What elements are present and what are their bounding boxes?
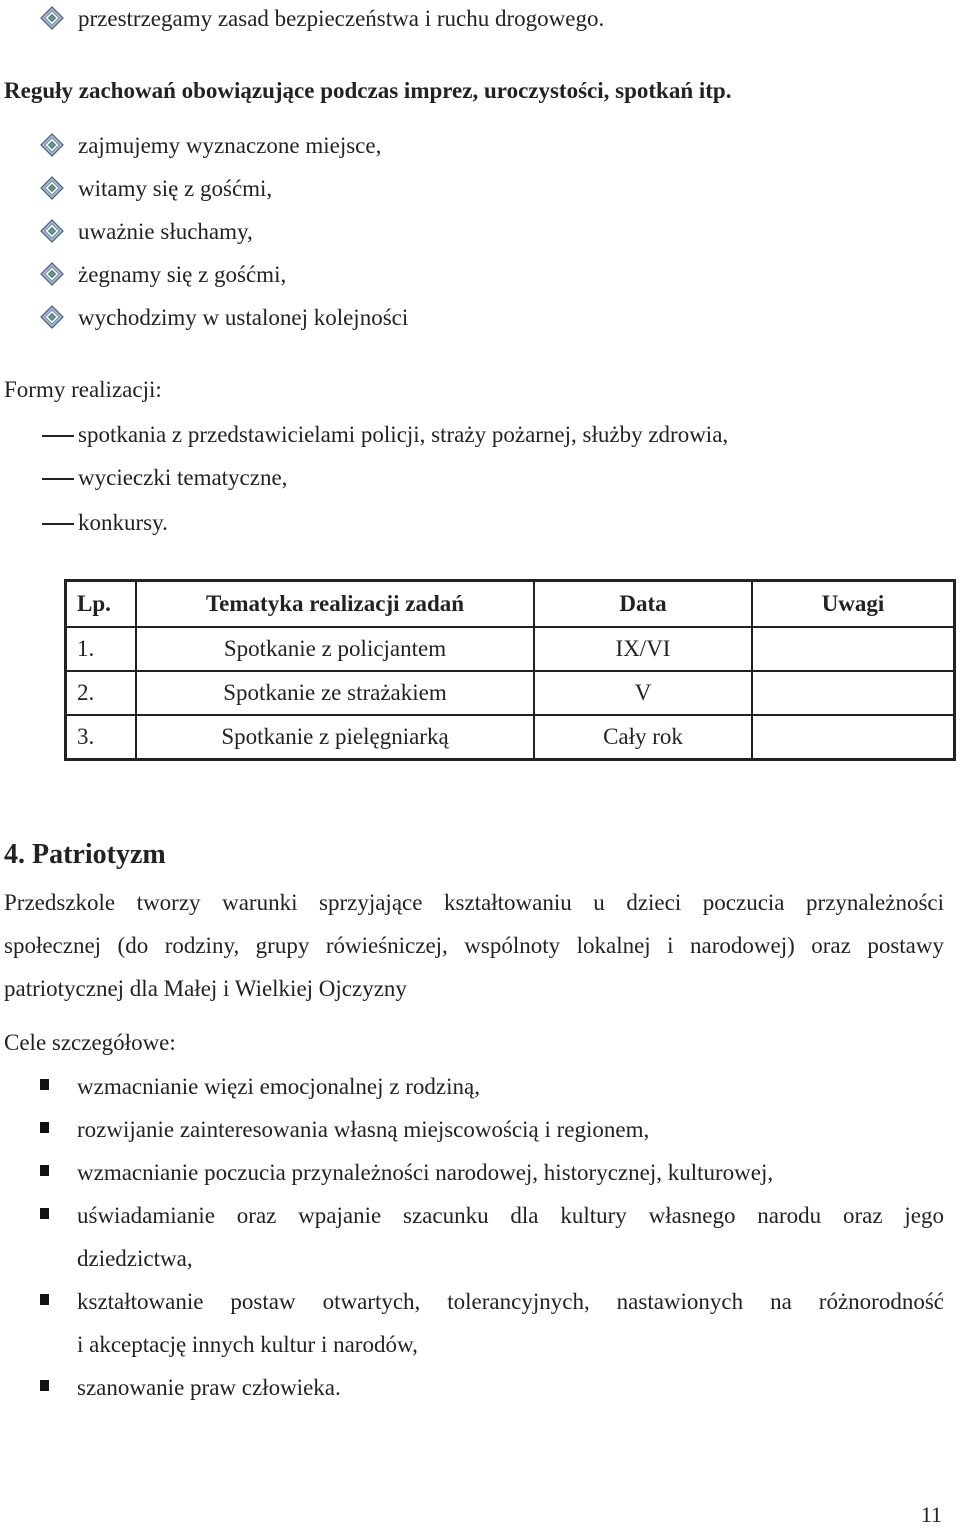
list-item-text: wycieczki tematyczne, (78, 465, 288, 490)
table-cell: Cały rok (534, 715, 752, 760)
goal-text: uświadamianie oraz wpajanie szacunku dla kultury własnego narodu oraz jego (77, 1203, 944, 1228)
table-cell (752, 715, 955, 760)
paragraph-line: patriotycznej dla Małej i Wielkiej Ojczyzny (4, 976, 407, 1001)
column-header: Lp. (66, 581, 137, 628)
list-item-text: spotkania z przedstawicielami policji, straży pożarnej, służby zdrowia, (78, 422, 729, 447)
square-bullet-icon (40, 1079, 49, 1090)
dash-bullet (42, 523, 74, 525)
goal-text-continuation: dziedzictwa, (77, 1246, 193, 1271)
table-row (66, 627, 955, 671)
paragraph-line: społecznej (do rodziny, grupy rówieśniczej, wspólnoty lokalnej i narodowej) oraz postawy (4, 933, 944, 958)
goal-text: rozwijanie zainteresowania własną miejscowością i regionem, (77, 1117, 650, 1142)
list-item-text: zajmujemy wyznaczone miejsce, (78, 133, 382, 158)
diamond-bullet-icon (40, 6, 64, 30)
list-item-text: konkursy. (78, 510, 168, 535)
list-item-text: żegnamy się z gośćmi, (78, 262, 287, 287)
section-heading: 4. Patriotyzm (4, 839, 166, 870)
square-bullet-icon (40, 1294, 49, 1305)
table-cell: Spotkanie z policjantem (136, 627, 534, 671)
table-cell (752, 627, 955, 671)
table-row (66, 715, 955, 760)
rules-heading: Reguły zachowań obowiązujące podczas imprez, uroczystości, spotkań itp. (4, 78, 732, 103)
table-cell: Spotkanie z pielęgniarką (136, 715, 534, 760)
list-item-text: przestrzegamy zasad bezpieczeństwa i ruchu drogowego. (78, 6, 605, 31)
column-header: Uwagi (752, 581, 955, 628)
goal-text: szanowanie praw człowieka. (77, 1375, 341, 1400)
column-header: Data (534, 581, 752, 628)
square-bullet-icon (40, 1380, 49, 1391)
table-header-row (66, 581, 955, 628)
diamond-bullet-icon (40, 262, 64, 286)
goal-text-continuation: i akceptację innych kultur i narodów, (77, 1332, 418, 1357)
table-cell: V (534, 671, 752, 715)
list-item-text: wychodzimy w ustalonej kolejności (78, 305, 409, 330)
dash-bullet (42, 478, 74, 480)
goal-text: wzmacnianie poczucia przynależności narodowej, historycznej, kulturowej, (77, 1160, 774, 1185)
goal-item (40, 1065, 944, 1108)
table-cell (752, 671, 955, 715)
table-cell: 2. (66, 671, 137, 715)
goal-item (40, 1108, 944, 1151)
dash-bullet (42, 435, 74, 437)
square-bullet-icon (40, 1165, 49, 1176)
goals-label: Cele szczegółowe: (4, 1030, 176, 1055)
diamond-bullet-icon (40, 305, 64, 329)
diamond-bullet-icon (40, 219, 64, 243)
square-bullet-icon (40, 1122, 49, 1133)
table-cell: 3. (66, 715, 137, 760)
page-number: 11 (920, 1502, 942, 1527)
square-bullet-icon (40, 1208, 49, 1219)
table-cell: Spotkanie ze strażakiem (136, 671, 534, 715)
list-item-text: uważnie słuchamy, (78, 219, 253, 244)
forms-label: Formy realizacji: (4, 377, 162, 402)
table-cell: 1. (66, 627, 137, 671)
tasks-table (64, 579, 956, 761)
goal-item (40, 1280, 944, 1366)
table-row (66, 671, 955, 715)
goal-item (40, 1194, 944, 1280)
goal-text: wzmacnianie więzi emocjonalnej z rodziną, (77, 1074, 480, 1099)
goal-item (40, 1366, 944, 1409)
diamond-bullet-icon (40, 176, 64, 200)
table-cell: IX/VI (534, 627, 752, 671)
diamond-bullet-icon (40, 133, 64, 157)
goal-text: kształtowanie postaw otwartych, tolerancyjnych, nastawionych na różnorodność (77, 1289, 944, 1314)
list-item-text: witamy się z gośćmi, (78, 176, 273, 201)
column-header: Tematyka realizacji zadań (136, 581, 534, 628)
goal-item (40, 1151, 944, 1194)
paragraph-line: Przedszkole tworzy warunki sprzyjające kształtowaniu u dzieci poczucia przynależności (4, 890, 944, 915)
